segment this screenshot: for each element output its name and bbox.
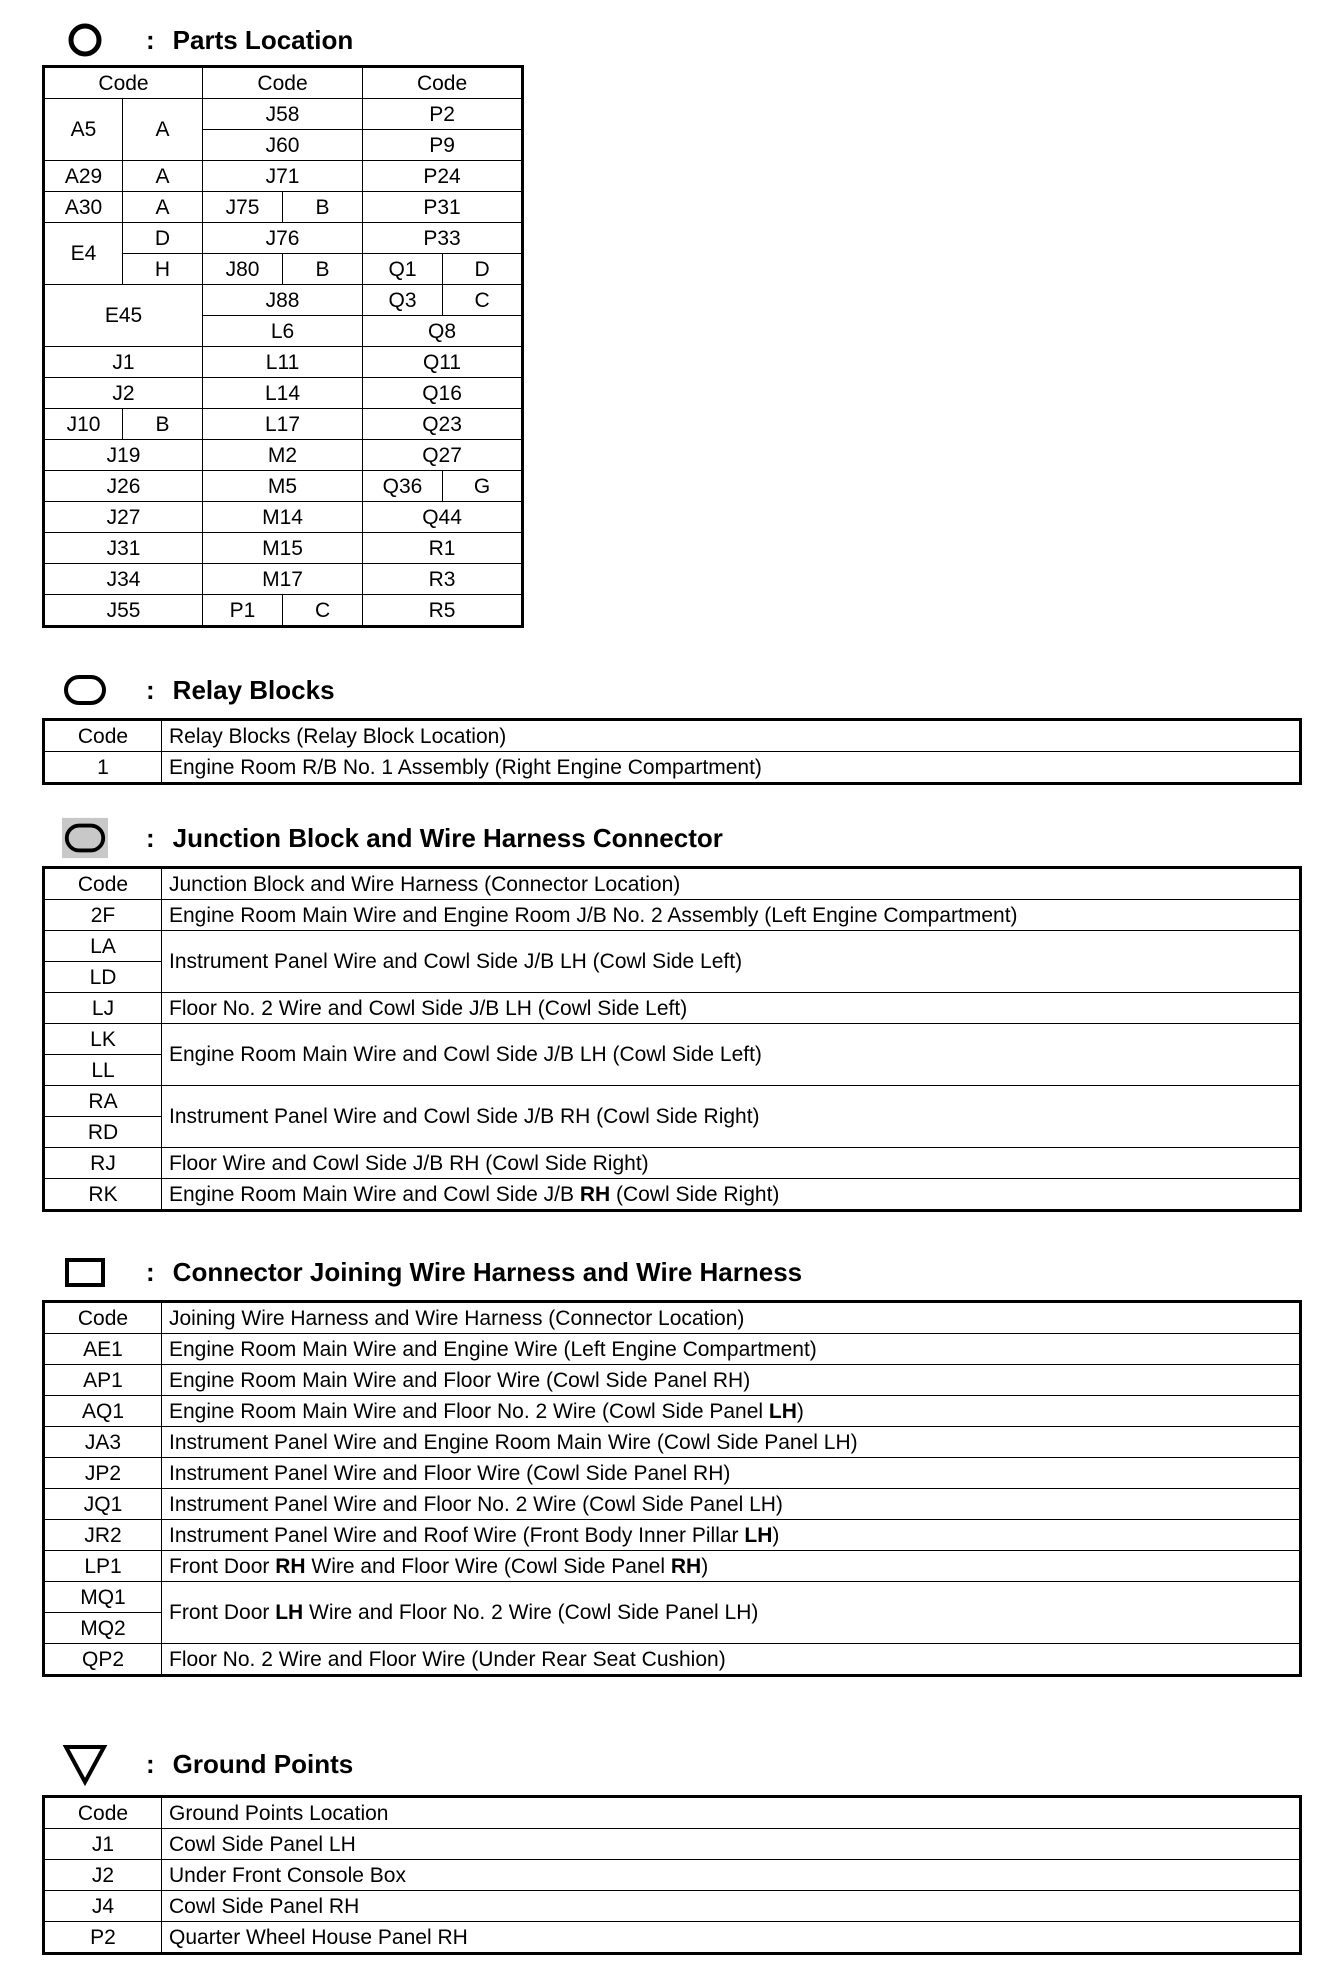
code-cell: LD <box>44 962 162 993</box>
parts-location-table <box>42 65 524 628</box>
description-cell: Engine Room R/B No. 1 Assembly (Right Engine Compartment) <box>162 752 1301 784</box>
code-cell: J27 <box>44 502 203 533</box>
code-cell: M15 <box>203 533 363 564</box>
description-text: ) <box>772 1523 780 1547</box>
header-description: Junction Block and Wire Harness (Connector Location) <box>162 868 1301 900</box>
description-cell: Instrument Panel Wire and Cowl Side J/B RH (Cowl Side Right) <box>162 1086 1301 1148</box>
code-cell: J76 <box>203 223 363 254</box>
code-cell: R3 <box>363 564 523 595</box>
description-cell: Floor Wire and Cowl Side J/B RH (Cowl Side Right) <box>162 1148 1301 1179</box>
code-cell: LA <box>44 931 162 962</box>
description-cell <box>162 1179 1301 1211</box>
code-cell: E45 <box>44 285 203 347</box>
description-text: ) <box>796 1399 804 1423</box>
code-cell: RJ <box>44 1148 162 1179</box>
code-cell: J55 <box>44 595 203 627</box>
code-cell: E4 <box>44 223 123 285</box>
code-cell: J10 <box>44 409 123 440</box>
code-cell: J2 <box>44 1860 162 1891</box>
code-cell: RK <box>44 1179 162 1211</box>
code-cell: J19 <box>44 440 203 471</box>
ground-points-heading <box>62 1740 353 1788</box>
code-cell: Q36 <box>363 471 443 502</box>
connector-joining-table <box>42 1300 1302 1677</box>
code-cell: Q27 <box>363 440 523 471</box>
description-cell: Instrument Panel Wire and Floor No. 2 Wire (Cowl Side Panel LH) <box>162 1489 1301 1520</box>
rounded-oval-symbol-icon <box>62 668 108 712</box>
description-cell: Instrument Panel Wire and Engine Room Main Wire (Cowl Side Panel LH) <box>162 1427 1301 1458</box>
header-description: Ground Points Location <box>162 1797 1301 1829</box>
description-cell: Cowl Side Panel RH <box>162 1891 1301 1922</box>
description-text: Engine Room Main Wire and Cowl Side J/B <box>169 1182 580 1206</box>
description-text: Wire and Floor No. 2 Wire (Cowl Side Panel LH) <box>303 1601 759 1624</box>
code-cell: AE1 <box>44 1334 162 1365</box>
code-cell: A30 <box>44 192 123 223</box>
description-bold-text: LH <box>744 1523 773 1547</box>
code-cell: P33 <box>363 223 523 254</box>
description-text: Front Door <box>169 1554 276 1578</box>
sub-code-cell: A <box>123 99 203 161</box>
code-cell: J4 <box>44 1891 162 1922</box>
code-cell: 1 <box>44 752 162 784</box>
description-cell: Under Front Console Box <box>162 1860 1301 1891</box>
description-cell: Engine Room Main Wire and Engine Wire (Left Engine Compartment) <box>162 1334 1301 1365</box>
code-cell: J1 <box>44 1829 162 1860</box>
code-cell: M17 <box>203 564 363 595</box>
code-cell: M5 <box>203 471 363 502</box>
sub-code-cell: D <box>443 254 523 285</box>
sub-code-cell: D <box>123 223 203 254</box>
code-cell: Q3 <box>363 285 443 316</box>
description-text: Front Door <box>169 1601 276 1624</box>
header-code: Code <box>363 67 523 99</box>
code-cell: P24 <box>363 161 523 192</box>
sub-code-cell: B <box>283 254 363 285</box>
header-code: Code <box>44 720 162 752</box>
code-cell: M2 <box>203 440 363 471</box>
square-symbol-icon <box>62 1250 108 1294</box>
code-cell: RD <box>44 1117 162 1148</box>
sub-code-cell: B <box>283 192 363 223</box>
sub-code-cell: B <box>123 409 203 440</box>
code-cell: Q1 <box>363 254 443 285</box>
parts-location-heading <box>62 16 353 64</box>
description-bold-text: LH <box>768 1399 797 1423</box>
code-cell: Q8 <box>363 316 523 347</box>
code-cell: Q11 <box>363 347 523 378</box>
junction-block-heading <box>62 814 723 862</box>
code-cell: J34 <box>44 564 203 595</box>
code-cell: P9 <box>363 130 523 161</box>
code-cell: AQ1 <box>44 1396 162 1427</box>
shaded-oval-symbol-icon <box>62 816 108 860</box>
sub-code-cell: A <box>123 161 203 192</box>
code-cell: Q44 <box>363 502 523 533</box>
code-cell: J26 <box>44 471 203 502</box>
relay-blocks-heading <box>62 666 335 714</box>
code-cell: J1 <box>44 347 203 378</box>
code-cell: M14 <box>203 502 363 533</box>
sub-code-cell: G <box>443 471 523 502</box>
description-cell: Floor No. 2 Wire and Cowl Side J/B LH (Cowl Side Left) <box>162 993 1301 1024</box>
code-cell: P2 <box>363 99 523 130</box>
code-cell: AP1 <box>44 1365 162 1396</box>
code-cell: Q16 <box>363 378 523 409</box>
description-cell <box>162 1396 1301 1427</box>
header-code: Code <box>203 67 363 99</box>
description-text: Wire and Floor Wire (Cowl Side Panel <box>305 1554 671 1578</box>
heading-colon: : <box>146 24 155 55</box>
code-cell: MQ1 <box>44 1582 162 1613</box>
parts-location-title: Parts Location <box>172 24 354 55</box>
ground-points-table <box>42 1795 1302 1955</box>
junction-block-title: Junction Block and Wire Harness Connector <box>172 822 723 853</box>
code-cell: J58 <box>203 99 363 130</box>
code-cell: R5 <box>363 595 523 627</box>
code-cell: LK <box>44 1024 162 1055</box>
junction-block-table <box>42 866 1302 1212</box>
sub-code-cell: A <box>123 192 203 223</box>
description-cell <box>162 1520 1301 1551</box>
code-cell: L17 <box>203 409 363 440</box>
code-cell: J71 <box>203 161 363 192</box>
description-cell: Engine Room Main Wire and Floor Wire (Cowl Side Panel RH) <box>162 1365 1301 1396</box>
description-cell: Instrument Panel Wire and Cowl Side J/B LH (Cowl Side Left) <box>162 931 1301 993</box>
code-cell: J31 <box>44 533 203 564</box>
code-cell: P1 <box>203 595 283 627</box>
code-cell: J88 <box>203 285 363 316</box>
header-description: Relay Blocks (Relay Block Location) <box>162 720 1301 752</box>
description-cell: Floor No. 2 Wire and Floor Wire (Under Rear Seat Cushion) <box>162 1644 1301 1676</box>
description-cell: Cowl Side Panel LH <box>162 1829 1301 1860</box>
heading-colon: : <box>146 1748 155 1779</box>
description-cell: Instrument Panel Wire and Floor Wire (Cowl Side Panel RH) <box>162 1458 1301 1489</box>
code-cell: QP2 <box>44 1644 162 1676</box>
code-cell: A29 <box>44 161 123 192</box>
code-cell: L11 <box>203 347 363 378</box>
description-text: Instrument Panel Wire and Roof Wire (Front Body Inner Pillar <box>169 1523 745 1547</box>
code-cell: J80 <box>203 254 283 285</box>
description-text: Engine Room Main Wire and Floor No. 2 Wire (Cowl Side Panel <box>169 1399 769 1423</box>
down-triangle-symbol-icon <box>62 1742 108 1786</box>
sub-code-cell: C <box>283 595 363 627</box>
relay-blocks-title: Relay Blocks <box>172 674 335 705</box>
code-cell: J60 <box>203 130 363 161</box>
connector-joining-title: Connector Joining Wire Harness and Wire Harness <box>172 1256 803 1287</box>
header-code: Code <box>44 868 162 900</box>
code-cell: P2 <box>44 1922 162 1954</box>
connector-joining-heading <box>62 1248 802 1296</box>
description-text: ) <box>701 1554 709 1578</box>
description-text: (Cowl Side Right) <box>610 1182 780 1206</box>
sub-code-cell: C <box>443 285 523 316</box>
ground-points-title: Ground Points <box>172 1748 354 1779</box>
code-cell: MQ2 <box>44 1613 162 1644</box>
header-code: Code <box>44 1302 162 1334</box>
heading-colon: : <box>146 822 155 853</box>
code-cell: JQ1 <box>44 1489 162 1520</box>
header-description: Joining Wire Harness and Wire Harness (Connector Location) <box>162 1302 1301 1334</box>
code-cell: A5 <box>44 99 123 161</box>
code-cell: P31 <box>363 192 523 223</box>
description-cell: Engine Room Main Wire and Cowl Side J/B LH (Cowl Side Left) <box>162 1024 1301 1086</box>
code-cell: RA <box>44 1086 162 1117</box>
code-cell: L6 <box>203 316 363 347</box>
heading-colon: : <box>146 1256 155 1287</box>
description-bold-text: LH <box>275 1601 304 1624</box>
code-cell: JR2 <box>44 1520 162 1551</box>
description-cell <box>162 1582 1301 1644</box>
code-cell: J2 <box>44 378 203 409</box>
description-cell: Quarter Wheel House Panel RH <box>162 1922 1301 1954</box>
description-bold-text: RH <box>670 1554 702 1578</box>
description-cell <box>162 1551 1301 1582</box>
header-code: Code <box>44 67 203 99</box>
code-cell: JP2 <box>44 1458 162 1489</box>
heading-colon: : <box>146 674 155 705</box>
code-cell: R1 <box>363 533 523 564</box>
code-cell: LL <box>44 1055 162 1086</box>
description-bold-text: RH <box>275 1554 306 1578</box>
code-cell: JA3 <box>44 1427 162 1458</box>
code-cell: L14 <box>203 378 363 409</box>
relay-blocks-table <box>42 718 1302 785</box>
code-cell: LP1 <box>44 1551 162 1582</box>
code-cell: LJ <box>44 993 162 1024</box>
description-cell: Engine Room Main Wire and Engine Room J/B No. 2 Assembly (Left Engine Compartment) <box>162 900 1301 931</box>
sub-code-cell: H <box>123 254 203 285</box>
description-bold-text: RH <box>579 1182 611 1206</box>
circle-symbol-icon <box>62 18 108 62</box>
code-cell: Q23 <box>363 409 523 440</box>
code-cell: J75 <box>203 192 283 223</box>
code-cell: 2F <box>44 900 162 931</box>
header-code: Code <box>44 1797 162 1829</box>
